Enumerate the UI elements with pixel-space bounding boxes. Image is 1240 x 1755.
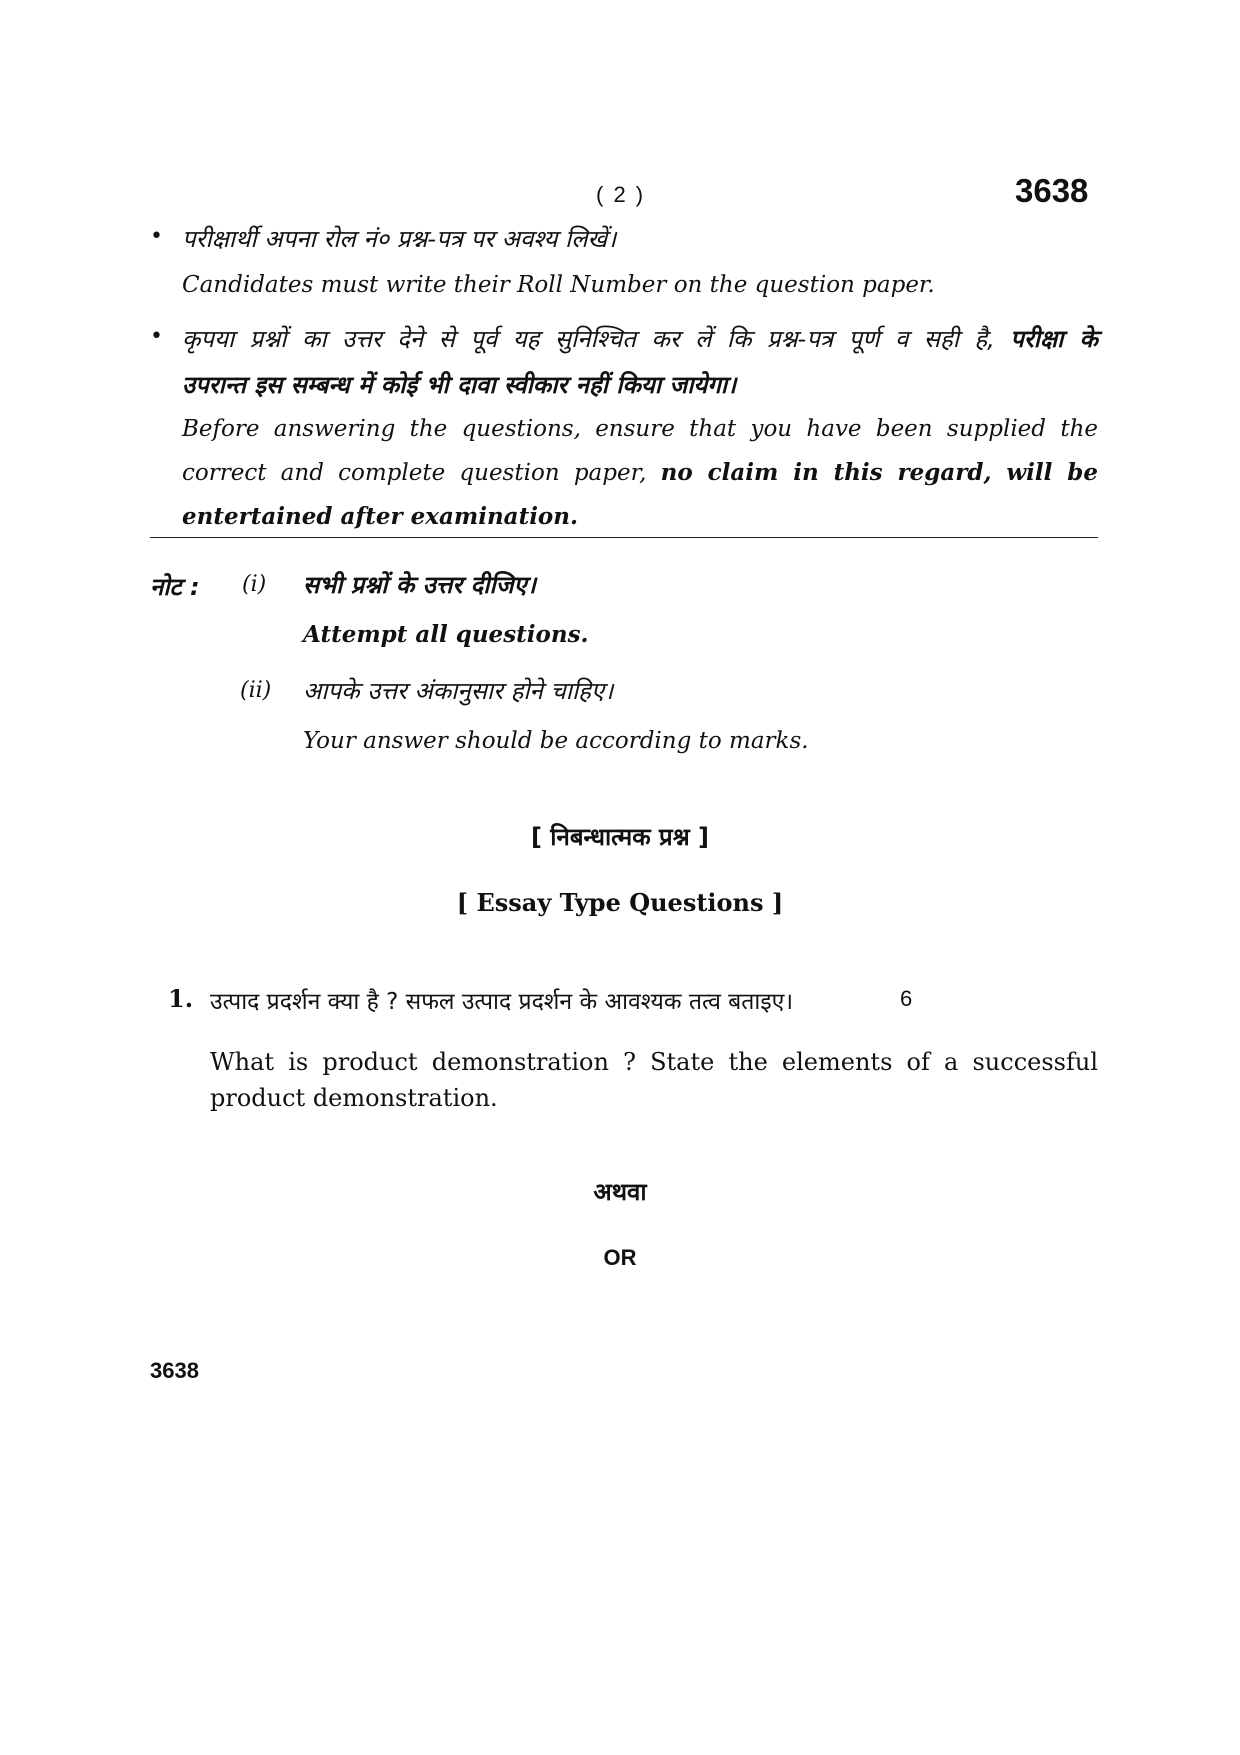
- note-item-1-hindi: सभी प्रश्नों के उत्तर दीजिए।: [303, 571, 536, 599]
- note-item-2-english: Your answer should be according to marks.: [303, 728, 809, 754]
- question-1-english-line-1: What is product demonstration ? State the elements of a successful: [210, 1048, 1098, 1076]
- or-separator-english: OR: [603, 1245, 637, 1270]
- instruction-2-english-text: correct and complete question paper,: [182, 460, 647, 486]
- bullet-point: •: [150, 324, 163, 349]
- page-number: ( 2 ): [596, 182, 646, 207]
- note-item-1-english: Attempt all questions.: [303, 621, 589, 648]
- question-1-number: 1.: [168, 984, 194, 1013]
- question-1-hindi: उत्पाद प्रदर्शन क्या है ? सफल उत्पाद प्रदर्शन के आवश्यक तत्व बताइए।: [210, 989, 794, 1015]
- question-1-marks: 6: [900, 986, 913, 1011]
- instruction-2-english-line-3: entertained after examination.: [182, 503, 578, 530]
- note-label: नोट :: [150, 573, 200, 601]
- instruction-2-hindi-bold: परीक्षा के: [1010, 325, 1098, 353]
- note-item-2-numeral: (ii): [240, 678, 272, 703]
- paper-code-footer: 3638: [150, 1358, 199, 1383]
- instruction-2-english-line-1: Before answering the questions, ensure that you have been supplied the: [182, 416, 1098, 442]
- instruction-2-english-bold: no claim in this regard, will be: [660, 459, 1098, 486]
- note-item-2-hindi: आपके उत्तर अंकानुसार होने चाहिए।: [303, 677, 614, 705]
- instruction-2-hindi-line-1: [182, 322, 1098, 355]
- instruction-1-hindi: परीक्षार्थी अपना रोल नं० प्रश्न-पत्र पर अवश्य लिखें।: [182, 225, 617, 253]
- or-separator-hindi: अथवा: [593, 1178, 647, 1206]
- paper-code-header: 3638: [1015, 172, 1089, 209]
- bullet-point: •: [150, 224, 163, 249]
- instruction-2-hindi-line-2: उपरान्त इस सम्बन्ध में कोई भी दावा स्वीकार नहीं किया जायेगा।: [182, 371, 737, 399]
- note-item-1-numeral: (i): [242, 572, 267, 597]
- section-heading-english: [ Essay Type Questions ]: [456, 888, 784, 917]
- section-heading-hindi: [ निबन्धात्मक प्रश्न ]: [530, 823, 710, 851]
- question-1-english-line-2: product demonstration.: [210, 1084, 498, 1112]
- instruction-2-english-line-2: [182, 459, 1098, 486]
- instruction-1-english: Candidates must write their Roll Number on the question paper.: [182, 272, 935, 298]
- divider-line: [150, 537, 1098, 538]
- instruction-2-hindi-text: कृपया प्रश्नों का उत्तर देने से पूर्व यह सुनिश्चित कर लें कि प्रश्न-पत्र पूर्ण व सही है,: [182, 325, 995, 353]
